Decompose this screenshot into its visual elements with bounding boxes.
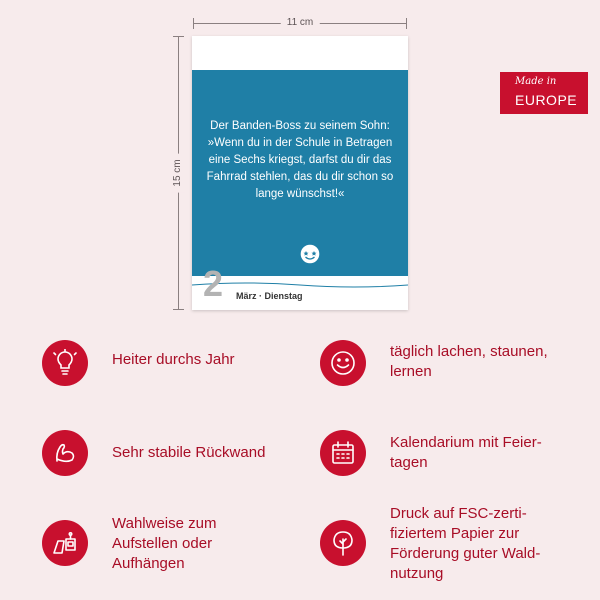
calendar-icon xyxy=(320,430,366,476)
feature-item xyxy=(320,430,542,476)
joke-line: Fahrrad stehlen, das du dir schon so xyxy=(206,171,394,183)
feature-item xyxy=(320,505,541,584)
joke-text xyxy=(200,118,400,203)
height-dimension-cap-bottom xyxy=(173,309,184,310)
feature-item xyxy=(42,430,265,476)
feature-line: Förderung guter Wald- xyxy=(390,545,541,562)
width-dimension-cap-left xyxy=(193,18,194,29)
height-dimension xyxy=(170,36,186,310)
feature-line: Aufhängen xyxy=(112,555,185,572)
joke-line: Der Banden-Boss zu seinem Sohn: xyxy=(210,120,390,132)
strong-arm-icon xyxy=(42,430,88,476)
feature-line: tagen xyxy=(390,454,428,471)
width-dimension-label: 11 cm xyxy=(281,15,320,31)
width-dimension-cap-right xyxy=(406,18,407,29)
width-dimension xyxy=(193,15,407,31)
joke-line: lange wünschst!« xyxy=(255,188,345,200)
feature-text xyxy=(390,342,548,382)
feature-line: Kalendarium mit Feier- xyxy=(390,434,542,451)
feature-line: Wahlweise zum xyxy=(112,515,217,532)
feature-text xyxy=(112,443,265,463)
feature-text xyxy=(112,514,216,574)
feature-item xyxy=(42,515,217,574)
day-label: März · Dienstag xyxy=(236,291,303,301)
feature-line: Aufstellen oder xyxy=(112,535,213,552)
joke-line: »Wenn du in der Schule in Betragen xyxy=(207,137,393,149)
feature-text xyxy=(390,433,542,473)
feature-line: lernen xyxy=(390,363,432,380)
stand-hang-icon xyxy=(42,520,88,566)
lightbulb-icon xyxy=(42,340,88,386)
badge-line2: EUROPE xyxy=(515,92,578,108)
feature-text xyxy=(112,350,235,370)
feature-text xyxy=(390,504,540,584)
smiley-icon xyxy=(320,340,366,386)
feature-line: nutzung xyxy=(390,565,444,582)
height-dimension-label: 15 cm xyxy=(171,153,185,192)
feature-line: fiziertem Papier zur xyxy=(390,525,520,542)
day-number: 2 xyxy=(203,263,224,304)
feature-line: Sehr stabile Rückwand xyxy=(112,444,266,461)
height-dimension-cap-top xyxy=(173,36,184,37)
calendar-page xyxy=(192,36,408,310)
feature-item xyxy=(42,340,235,386)
feature-line: Heiter durchs Jahr xyxy=(112,351,235,368)
feature-line: täglich lachen, staunen, xyxy=(390,343,548,360)
made-in-europe-badge xyxy=(500,72,588,114)
feature-item xyxy=(320,340,548,386)
feature-line: Druck auf FSC-zerti- xyxy=(390,505,527,522)
tree-icon xyxy=(320,520,366,566)
joke-line: eine Sechs kriegst, darfst du dir das xyxy=(208,154,392,166)
badge-line1: Made in xyxy=(515,76,557,87)
smiley-logo-icon xyxy=(299,243,321,265)
